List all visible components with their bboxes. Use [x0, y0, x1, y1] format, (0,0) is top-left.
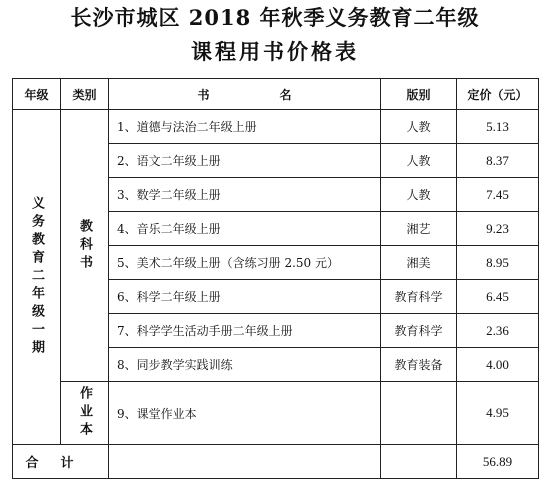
header-grade: 年级: [13, 79, 61, 110]
total-row: [13, 445, 539, 479]
book-edition: 人教: [381, 144, 457, 178]
book-edition: 人教: [381, 110, 457, 144]
total-price: 56.89: [457, 445, 539, 479]
header-price: 定价（元）: [457, 79, 539, 110]
header-book-name: [109, 79, 381, 110]
book-name: 1、道德与法治二年级上册: [109, 110, 381, 144]
book-edition: 教育科学: [381, 314, 457, 348]
book-price: 2.36: [457, 314, 539, 348]
table-row: [13, 382, 539, 445]
table-row: [13, 110, 539, 144]
book-name: 9、课堂作业本: [109, 382, 381, 445]
book-edition: 教育科学: [381, 280, 457, 314]
category-workbook: 作业本: [77, 386, 92, 440]
price-table: [12, 78, 539, 479]
header-edition: 版别: [381, 79, 457, 110]
book-edition: [381, 382, 457, 445]
book-edition: 教育装备: [381, 348, 457, 382]
header-category: 类别: [61, 79, 109, 110]
book-name: 8、同步教学实践训练: [109, 348, 381, 382]
book-name: 2、语文二年级上册: [109, 144, 381, 178]
header-book-char2: 名: [279, 87, 292, 102]
total-empty-edition: [381, 445, 457, 479]
category-textbook: 教科书: [77, 218, 92, 273]
book-price: 9.23: [457, 212, 539, 246]
book-edition: 湘美: [381, 246, 457, 280]
total-label: 合计: [13, 445, 109, 479]
category-cell-workbook: [61, 382, 109, 445]
total-empty-name: [109, 445, 381, 479]
book-name: 7、科学学生活动手册二年级上册: [109, 314, 381, 348]
header-book-char1: 书: [197, 87, 210, 102]
book-name: 5、美术二年级上册（含练习册 2.50 元）: [109, 246, 381, 280]
book-edition: 人教: [381, 178, 457, 212]
grade-cell: [13, 110, 61, 445]
book-price: 8.37: [457, 144, 539, 178]
book-price: 7.45: [457, 178, 539, 212]
book-price: 4.00: [457, 348, 539, 382]
title-line-2: 课程用书价格表: [191, 39, 359, 64]
category-cell-textbook: [61, 110, 109, 382]
book-name: 6、科学二年级上册: [109, 280, 381, 314]
book-price: 5.13: [457, 110, 539, 144]
header-row: [13, 79, 539, 110]
book-price: 6.45: [457, 280, 539, 314]
grade-label: 义务教育二年级一期: [29, 196, 44, 358]
book-name: 3、数学二年级上册: [109, 178, 381, 212]
book-name: 4、音乐二年级上册: [109, 212, 381, 246]
book-edition: 湘艺: [381, 212, 457, 246]
title-line-1: 长沙市城区 2018 年秋季义务教育二年级: [70, 5, 480, 30]
book-price: 4.95: [457, 382, 539, 445]
book-price: 8.95: [457, 246, 539, 280]
